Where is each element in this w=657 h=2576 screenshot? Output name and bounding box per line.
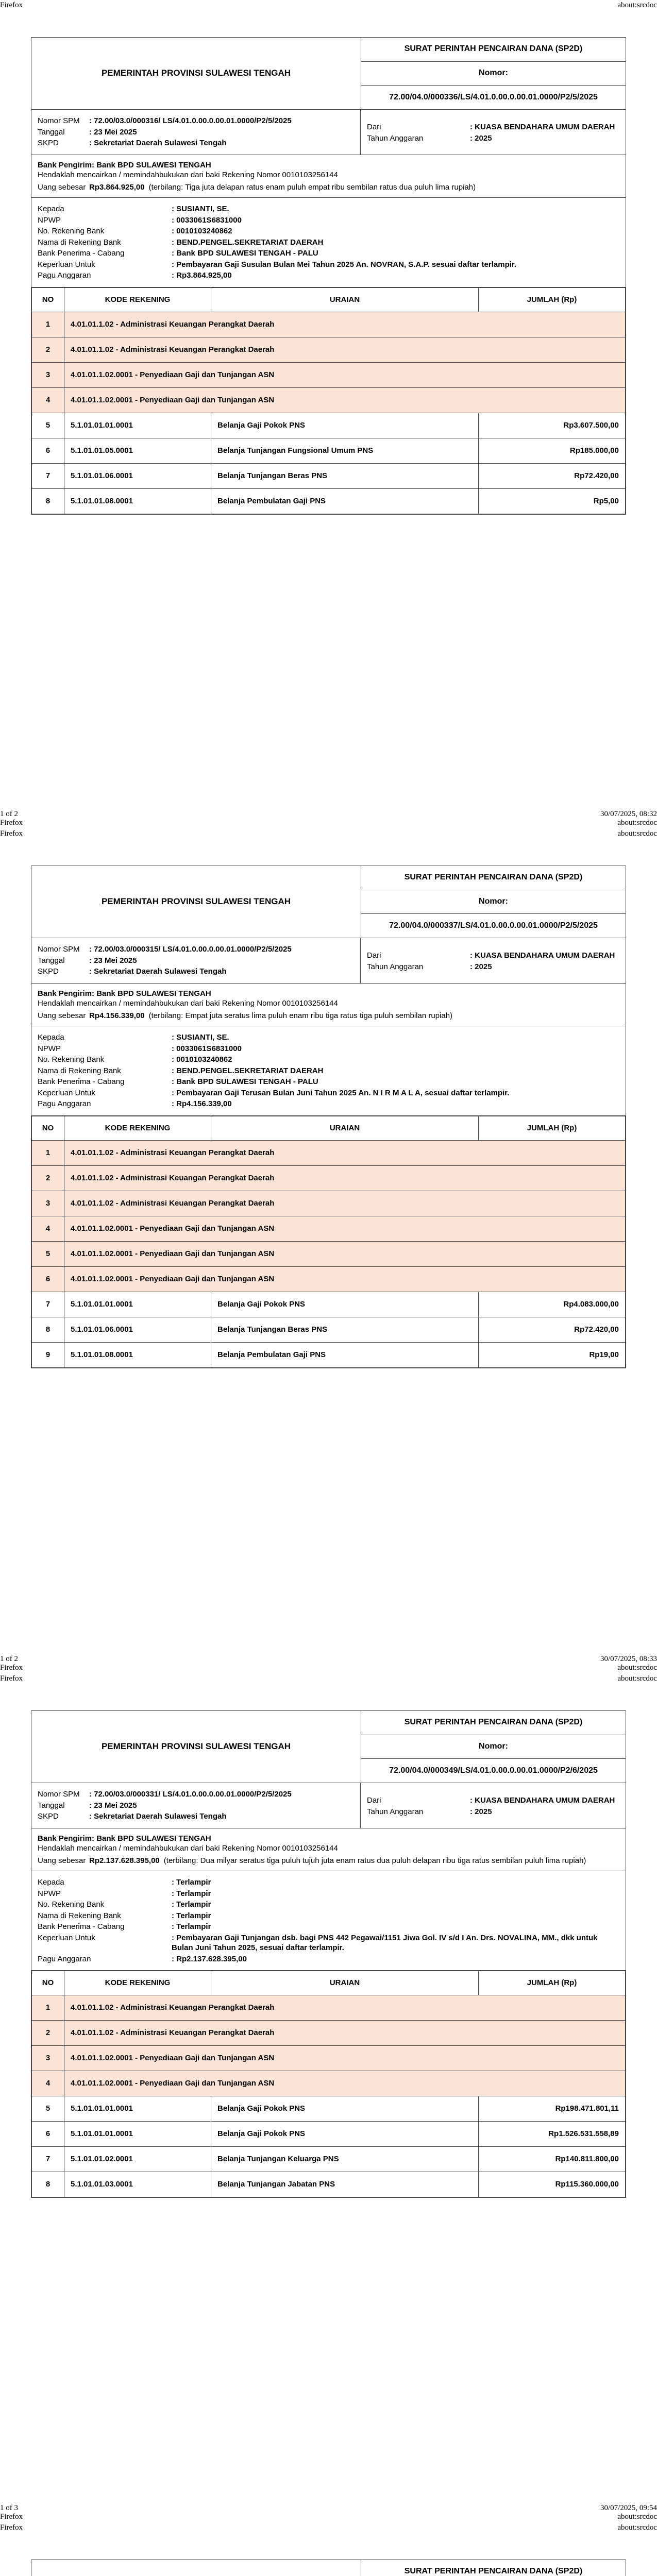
row-number: 5 <box>32 2096 64 2122</box>
spm-number: : 72.00/03.0/000316/ LS/4.01.0.00.0.00.01.0000/P2/5/2025 <box>89 116 292 125</box>
account-number-value: : 0010103240862 <box>172 1055 232 1064</box>
footer-browser: Firefox <box>0 819 23 827</box>
account-number-value: : Terlampir <box>172 1900 211 1909</box>
receiving-bank-value: : Bank BPD SULAWESI TENGAH - PALU <box>172 249 318 258</box>
skpd-value: : Sekretariat Daerah Sulawesi Tengah <box>89 967 227 976</box>
description: Belanja Tunjangan Beras PNS <box>211 1317 479 1342</box>
amount: Rp5,00 <box>479 488 626 514</box>
description: Belanja Gaji Pokok PNS <box>211 2122 479 2147</box>
account-name-label: Nama di Rekening Bank <box>38 1066 121 1075</box>
sp2d-title: SURAT PERINTAH PENCAIRAN DANA (SP2D) <box>361 866 626 890</box>
sender-bank: Bank Pengirim: Bank BPD SULAWESI TENGAH <box>38 989 211 998</box>
recipient-label: Kepada <box>38 1033 64 1042</box>
sp2d-document <box>31 37 626 515</box>
row-number: 1 <box>32 1140 64 1165</box>
budget-label: Pagu Anggaran <box>38 271 91 280</box>
table-row <box>32 1165 626 1191</box>
skpd-value: : Sekretariat Daerah Sulawesi Tengah <box>89 139 227 147</box>
row-number: 8 <box>32 1317 64 1342</box>
account-code: 4.01.01.1.02 - Administrasi Keuangan Perangkat Daerah <box>64 1995 626 2021</box>
row-number: 2 <box>32 1165 64 1191</box>
account-table <box>31 287 626 514</box>
page-count: 1 of 2 <box>0 1655 18 1663</box>
print-footer <box>0 810 657 831</box>
date-value: : 23 Mei 2025 <box>89 127 137 137</box>
description: Belanja Pembulatan Gaji PNS <box>211 1342 479 1367</box>
amount-label: Uang sebesar <box>38 182 86 192</box>
sp2d-title: SURAT PERINTAH PENCAIRAN DANA (SP2D) <box>361 1711 626 1735</box>
budget-label: Pagu Anggaran <box>38 1954 91 1963</box>
th-uraian: URAIAN <box>211 287 479 312</box>
account-code: 4.01.01.1.02.0001 - Penyediaan Gaji dan Tunjangan ASN <box>64 362 626 387</box>
table-row <box>32 413 626 438</box>
th-jumlah: JUMLAH (Rp) <box>479 1116 626 1140</box>
amount: Rp19,00 <box>479 1342 626 1367</box>
description: Belanja Tunjangan Jabatan PNS <box>211 2172 479 2197</box>
account-code: 5.1.01.01.06.0001 <box>64 463 211 488</box>
row-number: 4 <box>32 2071 64 2096</box>
row-number: 5 <box>32 413 64 438</box>
table-row <box>32 312 626 337</box>
account-code: 4.01.01.1.02 - Administrasi Keuangan Perangkat Daerah <box>64 337 626 362</box>
amount-value: Rp3.864.925,00 <box>89 182 145 192</box>
print-header <box>0 1673 657 1686</box>
year-label: Tahun Anggaran <box>367 1807 424 1816</box>
budget-value: : Rp4.156.339,00 <box>172 1099 232 1108</box>
table-row <box>32 2122 626 2147</box>
from-label: Dari <box>367 123 381 131</box>
account-code: 5.1.01.01.01.0001 <box>64 2096 211 2122</box>
page-count: 1 of 2 <box>0 810 18 818</box>
receiving-bank-label: Bank Penerima - Cabang <box>38 249 125 258</box>
amount: Rp1.526.531.558,89 <box>479 2122 626 2147</box>
purpose-label: Keperluan Untuk <box>38 1088 95 1097</box>
print-header <box>0 828 657 841</box>
year-value: : 2025 <box>470 962 492 971</box>
year-label: Tahun Anggaran <box>367 133 424 143</box>
sender-bank: Bank Pengirim: Bank BPD SULAWESI TENGAH <box>38 160 211 170</box>
account-name-label: Nama di Rekening Bank <box>38 1911 121 1920</box>
recipient-value: : SUSIANTI, SE. <box>172 205 229 213</box>
recipient-label: Kepada <box>38 1878 64 1887</box>
year-value: : 2025 <box>470 133 492 143</box>
account-code: 4.01.01.1.02.0001 - Penyediaan Gaji dan Tunjangan ASN <box>64 1241 626 1266</box>
page-url: about:srcdoc <box>617 2523 657 2532</box>
th-kode: KODE REKENING <box>64 1971 211 1995</box>
print-datetime: 30/07/2025, 09:54 <box>600 2504 657 2512</box>
sp2d-number: 72.00/04.0/000336/LS/4.01.0.00.0.00.01.0000/P2/5/2025 <box>389 92 598 101</box>
account-table <box>31 1116 626 1368</box>
skpd-label: SKPD <box>38 139 59 147</box>
amount-label: Uang sebesar <box>38 1011 86 1020</box>
print-datetime: 30/07/2025, 08:33 <box>600 1655 657 1663</box>
account-code: 5.1.01.01.01.0001 <box>64 413 211 438</box>
description: Belanja Gaji Pokok PNS <box>211 1292 479 1317</box>
account-name-value: : Terlampir <box>172 1911 211 1920</box>
table-row <box>32 1292 626 1317</box>
table-row <box>32 463 626 488</box>
government-title: PEMERINTAH PROVINSI SULAWESI TENGAH <box>31 38 361 109</box>
row-number: 1 <box>32 312 64 337</box>
table-row <box>32 2071 626 2096</box>
th-kode: KODE REKENING <box>64 287 211 312</box>
spm-label: Nomor SPM <box>38 945 80 954</box>
table-row <box>32 488 626 514</box>
table-row <box>32 1342 626 1367</box>
row-number: 5 <box>32 1241 64 1266</box>
account-name-value: : BEND.PENGEL.SEKRETARIAT DAERAH <box>172 238 324 247</box>
row-number: 2 <box>32 2021 64 2046</box>
account-code: 4.01.01.1.02.0001 - Penyediaan Gaji dan Tunjangan ASN <box>64 2071 626 2096</box>
instruction-text: Hendaklah mencairkan / memindahbukukan dari baki Rekening Nomor 0010103256144 <box>38 171 338 179</box>
page-url: about:srcdoc <box>617 829 657 838</box>
description: Belanja Tunjangan Beras PNS <box>211 463 479 488</box>
date-label: Tanggal <box>38 1801 65 1810</box>
sp2d-document <box>31 2560 626 2576</box>
npwp-label: NPWP <box>38 1044 61 1053</box>
account-name-value: : BEND.PENGEL.SEKRETARIAT DAERAH <box>172 1066 324 1075</box>
from-value: : KUASA BENDAHARA UMUM DAERAH <box>470 1796 615 1805</box>
spm-number: : 72.00/03.0/000331/ LS/4.01.0.00.0.00.01.0000/P2/5/2025 <box>89 1790 292 1799</box>
date-label: Tanggal <box>38 127 65 137</box>
nomor-label: Nomor: <box>361 1735 626 1759</box>
row-number: 4 <box>32 387 64 413</box>
from-value: : KUASA BENDAHARA UMUM DAERAH <box>470 951 615 960</box>
account-code: 4.01.01.1.02 - Administrasi Keuangan Perangkat Daerah <box>64 2021 626 2046</box>
sp2d-title: SURAT PERINTAH PENCAIRAN DANA (SP2D) <box>361 2560 626 2576</box>
amount: Rp72.420,00 <box>479 1317 626 1342</box>
account-code: 4.01.01.1.02 - Administrasi Keuangan Perangkat Daerah <box>64 1191 626 1216</box>
account-code: 4.01.01.1.02 - Administrasi Keuangan Perangkat Daerah <box>64 1140 626 1165</box>
table-row <box>32 1140 626 1165</box>
sp2d-number: 72.00/04.0/000337/LS/4.01.0.00.0.00.01.0000/P2/5/2025 <box>389 921 598 930</box>
npwp-label: NPWP <box>38 215 61 225</box>
amount-in-words: (terbilang: Dua milyar seratus tiga puluh tujuh juta enam ratus dua puluh delapan ribu tiga ratus sembilan puluh lima rupiah) <box>163 1856 586 1865</box>
receiving-bank-value: : Bank BPD SULAWESI TENGAH - PALU <box>172 1077 318 1086</box>
account-code: 5.1.01.01.03.0001 <box>64 2172 211 2197</box>
npwp-label: NPWP <box>38 1889 61 1898</box>
browser-name: Firefox <box>0 1674 23 1683</box>
footer-url: about:srcdoc <box>617 2513 657 2521</box>
amount-value: Rp4.156.339,00 <box>89 1011 145 1020</box>
amount-in-words: (terbilang: Tiga juta delapan ratus enam puluh empat ribu sembilan ratus dua puluh lima rupiah) <box>148 182 476 192</box>
purpose-label: Keperluan Untuk <box>38 260 95 269</box>
recipient-label: Kepada <box>38 205 64 213</box>
table-row <box>32 2021 626 2046</box>
row-number: 8 <box>32 488 64 514</box>
row-number: 6 <box>32 1266 64 1292</box>
budget-label: Pagu Anggaran <box>38 1099 91 1108</box>
recipient-value: : SUSIANTI, SE. <box>172 1033 229 1042</box>
th-jumlah: JUMLAH (Rp) <box>479 1971 626 1995</box>
amount: Rp72.420,00 <box>479 463 626 488</box>
account-table <box>31 1971 626 2197</box>
receiving-bank-value: : Terlampir <box>172 1922 211 1931</box>
table-row <box>32 1216 626 1241</box>
receiving-bank-label: Bank Penerima - Cabang <box>38 1077 125 1086</box>
purpose-value: : Pembayaran Gaji Susulan Bulan Mei Tahun 2025 An. NOVRAN, S.A.P. sesuai daftar terlampir. <box>172 260 517 269</box>
row-number: 6 <box>32 438 64 463</box>
browser-name: Firefox <box>0 1 23 9</box>
table-row <box>32 2147 626 2172</box>
page-count: 1 of 3 <box>0 2504 18 2512</box>
purpose-value: : Pembayaran Gaji Terusan Bulan Juni Tahun 2025 An. N I R M A L A, sesuai daftar terlampir. <box>172 1088 510 1097</box>
amount: Rp3.607.500,00 <box>479 413 626 438</box>
account-code: 5.1.01.01.06.0001 <box>64 1317 211 1342</box>
description: Belanja Tunjangan Keluarga PNS <box>211 2147 479 2172</box>
page-url: about:srcdoc <box>617 1674 657 1683</box>
nomor-label: Nomor: <box>361 62 626 86</box>
amount-value: Rp2.137.628.395,00 <box>89 1856 160 1865</box>
th-no: NO <box>32 1971 64 1995</box>
th-kode: KODE REKENING <box>64 1116 211 1140</box>
description: Belanja Gaji Pokok PNS <box>211 2096 479 2122</box>
amount: Rp185.000,00 <box>479 438 626 463</box>
instruction-text: Hendaklah mencairkan / memindahbukukan dari baki Rekening Nomor 0010103256144 <box>38 999 338 1008</box>
th-no: NO <box>32 1116 64 1140</box>
npwp-value: : 0033061S6831000 <box>172 215 242 225</box>
amount-label: Uang sebesar <box>38 1856 86 1865</box>
sender-bank: Bank Pengirim: Bank BPD SULAWESI TENGAH <box>38 1834 211 1843</box>
date-value: : 23 Mei 2025 <box>89 956 137 965</box>
account-name-label: Nama di Rekening Bank <box>38 238 121 247</box>
table-row <box>32 2172 626 2197</box>
th-jumlah: JUMLAH (Rp) <box>479 287 626 312</box>
account-code: 4.01.01.1.02 - Administrasi Keuangan Perangkat Daerah <box>64 1165 626 1191</box>
th-no: NO <box>32 287 64 312</box>
budget-value: : Rp2.137.628.395,00 <box>172 1954 247 1963</box>
description: Belanja Tunjangan Fungsional Umum PNS <box>211 438 479 463</box>
th-uraian: URAIAN <box>211 1971 479 1995</box>
skpd-label: SKPD <box>38 1812 59 1821</box>
account-code: 5.1.01.01.08.0001 <box>64 488 211 514</box>
from-label: Dari <box>367 1796 381 1805</box>
date-label: Tanggal <box>38 956 65 965</box>
account-code: 5.1.01.01.08.0001 <box>64 1342 211 1367</box>
date-value: : 23 Mei 2025 <box>89 1801 137 1810</box>
table-row <box>32 337 626 362</box>
amount: Rp198.471.801,11 <box>479 2096 626 2122</box>
row-number: 2 <box>32 337 64 362</box>
year-value: : 2025 <box>470 1807 492 1816</box>
print-datetime: 30/07/2025, 08:32 <box>600 810 657 818</box>
table-row <box>32 362 626 387</box>
browser-name: Firefox <box>0 2523 23 2532</box>
npwp-value: : 0033061S6831000 <box>172 1044 242 1053</box>
government-title: PEMERINTAH PROVINSI SULAWESI TENGAH <box>31 1711 361 1783</box>
account-code: 4.01.01.1.02.0001 - Penyediaan Gaji dan Tunjangan ASN <box>64 1216 626 1241</box>
nomor-label: Nomor: <box>361 890 626 914</box>
amount: Rp115.360.000,00 <box>479 2172 626 2197</box>
receiving-bank-label: Bank Penerima - Cabang <box>38 1922 125 1931</box>
table-row <box>32 1317 626 1342</box>
account-code: 5.1.01.01.05.0001 <box>64 438 211 463</box>
npwp-value: : Terlampir <box>172 1889 211 1898</box>
purpose-value: : Pembayaran Gaji Tunjangan dsb. bagi PNS 442 Pegawai/1151 Jiwa Gol. IV s/d I An. Drs. NOVALINA, MM., dkk untuk Bulan Juni Tahun 2025, sesuai daftar terlampir. <box>172 1933 598 1952</box>
footer-url: about:srcdoc <box>617 1664 657 1672</box>
sp2d-document <box>31 1710 626 2198</box>
row-number: 3 <box>32 2046 64 2071</box>
description: Belanja Gaji Pokok PNS <box>211 413 479 438</box>
footer-browser: Firefox <box>0 2513 23 2521</box>
print-header <box>0 2522 657 2535</box>
account-number-label: No. Rekening Bank <box>38 1055 105 1064</box>
row-number: 3 <box>32 1191 64 1216</box>
amount: Rp4.083.000,00 <box>479 1292 626 1317</box>
from-value: : KUASA BENDAHARA UMUM DAERAH <box>470 123 615 131</box>
row-number: 7 <box>32 2147 64 2172</box>
skpd-label: SKPD <box>38 967 59 976</box>
table-row <box>32 1266 626 1292</box>
browser-name: Firefox <box>0 829 23 838</box>
row-number: 7 <box>32 463 64 488</box>
sp2d-number: 72.00/04.0/000349/LS/4.01.0.00.0.00.01.0000/P2/6/2025 <box>389 1766 598 1775</box>
amount-in-words: (terbilang: Empat juta seratus lima puluh enam ribu tiga ratus tiga puluh sembilan rupiah) <box>148 1011 453 1020</box>
page-url: about:srcdoc <box>617 1 657 9</box>
row-number: 4 <box>32 1216 64 1241</box>
recipient-value: : Terlampir <box>172 1878 211 1887</box>
from-label: Dari <box>367 951 381 960</box>
table-row <box>32 1191 626 1216</box>
spm-label: Nomor SPM <box>38 116 80 125</box>
row-number: 8 <box>32 2172 64 2197</box>
government-title <box>31 2560 361 2576</box>
footer-browser: Firefox <box>0 1664 23 1672</box>
print-footer <box>0 1655 657 1675</box>
spm-number: : 72.00/03.0/000315/ LS/4.01.0.00.0.00.01.0000/P2/5/2025 <box>89 945 292 954</box>
account-code: 5.1.01.01.02.0001 <box>64 2147 211 2172</box>
account-number-value: : 0010103240862 <box>172 227 232 235</box>
row-number: 9 <box>32 1342 64 1367</box>
row-number: 1 <box>32 1995 64 2021</box>
row-number: 7 <box>32 1292 64 1317</box>
year-label: Tahun Anggaran <box>367 962 424 971</box>
footer-url: about:srcdoc <box>617 819 657 827</box>
print-header <box>0 0 657 12</box>
table-row <box>32 438 626 463</box>
skpd-value: : Sekretariat Daerah Sulawesi Tengah <box>89 1812 227 1821</box>
amount: Rp140.811.800,00 <box>479 2147 626 2172</box>
sp2d-document <box>31 866 626 1368</box>
account-code: 5.1.01.01.01.0001 <box>64 1292 211 1317</box>
table-row <box>32 1995 626 2021</box>
account-code: 5.1.01.01.01.0001 <box>64 2122 211 2147</box>
spm-label: Nomor SPM <box>38 1790 80 1799</box>
description: Belanja Pembulatan Gaji PNS <box>211 488 479 514</box>
th-uraian: URAIAN <box>211 1116 479 1140</box>
budget-value: : Rp3.864.925,00 <box>172 271 232 280</box>
sp2d-title: SURAT PERINTAH PENCAIRAN DANA (SP2D) <box>361 38 626 62</box>
table-row <box>32 2096 626 2122</box>
account-code: 4.01.01.1.02.0001 - Penyediaan Gaji dan Tunjangan ASN <box>64 2046 626 2071</box>
purpose-label: Keperluan Untuk <box>38 1933 95 1942</box>
instruction-text: Hendaklah mencairkan / memindahbukukan dari baki Rekening Nomor 0010103256144 <box>38 1844 338 1853</box>
account-number-label: No. Rekening Bank <box>38 227 105 235</box>
government-title: PEMERINTAH PROVINSI SULAWESI TENGAH <box>31 866 361 938</box>
row-number: 6 <box>32 2122 64 2147</box>
print-footer <box>0 2504 657 2524</box>
account-code: 4.01.01.1.02.0001 - Penyediaan Gaji dan Tunjangan ASN <box>64 1266 626 1292</box>
account-code: 4.01.01.1.02 - Administrasi Keuangan Perangkat Daerah <box>64 312 626 337</box>
account-code: 4.01.01.1.02.0001 - Penyediaan Gaji dan Tunjangan ASN <box>64 387 626 413</box>
table-row <box>32 387 626 413</box>
account-number-label: No. Rekening Bank <box>38 1900 105 1909</box>
table-row <box>32 1241 626 1266</box>
row-number: 3 <box>32 362 64 387</box>
table-row <box>32 2046 626 2071</box>
